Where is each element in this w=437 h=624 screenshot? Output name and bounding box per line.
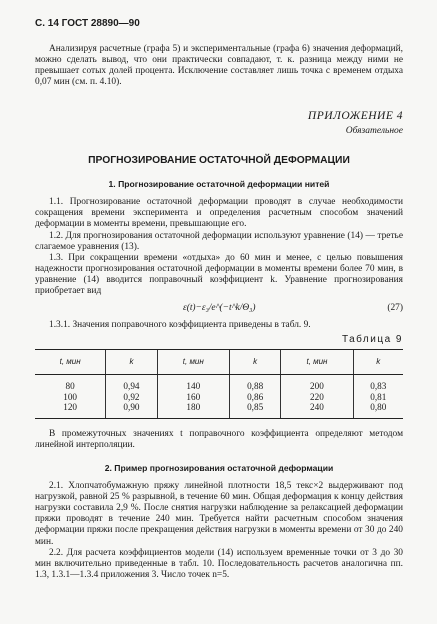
table-cell: 0,94 0,92 0,90 bbox=[106, 375, 157, 419]
table-header: t, мин bbox=[281, 350, 353, 375]
intro-paragraph: Анализируя расчетные (графа 5) и экспериментальные (графа 6) значения деформаций, можно сделать вывод, что они практически совпадают, т. к. разница между ними не превышает сотых долей процента. Исключение составляет лишь точка с временем отдыха 0,07 мин (см. п. 4.10). bbox=[35, 43, 403, 88]
formula: ε(t)−ε₃/e^(−t^k/Θ₃) bbox=[183, 303, 256, 314]
table-header: t, мин bbox=[157, 350, 229, 375]
coefficient-table bbox=[35, 349, 403, 419]
paragraph-1-2: 1.2. Для прогнозирования остаточной деформации используют уравнение (14) — третье слагаемое уравнения (13). bbox=[35, 230, 403, 252]
paragraph-1-1: 1.1. Прогнозирование остаточной деформации проводят в случае необходимости сокращения времени эксперимента и определения расчетным способом значений деформации в моменты времени, превышающие его. bbox=[35, 197, 403, 230]
paragraph-1-3-1: 1.3.1. Значения поправочного коэффициента приведены в табл. 9. bbox=[49, 320, 311, 331]
appendix-status: Обязательное bbox=[345, 125, 403, 136]
section-2-title: 2. Пример прогнозирования остаточной деформации bbox=[104, 462, 334, 473]
table-cell: 0,83 0,81 0,80 bbox=[353, 375, 403, 419]
table-header: k bbox=[229, 350, 280, 375]
table-note: В промежуточных значениях t поправочного коэффициента определяют методом линейной интерполяции. bbox=[35, 428, 403, 450]
table-cell: 200 220 240 bbox=[281, 375, 353, 419]
section-1-title: 1. Прогнозирование остаточной деформации нитей bbox=[108, 179, 330, 190]
table-header: k bbox=[353, 350, 403, 375]
table-cell: 140 160 180 bbox=[157, 375, 229, 419]
page-header: С. 14 ГОСТ 28890—90 bbox=[35, 18, 140, 29]
paragraph-2-2: 2.2. Для расчета коэффициентов модели (14) используем временные точки от 3 до 30 мин включительно приведенные в табл. 10. Последовательность расчетов аналогична пп. 1.3, 1.3.1—1.3.4 приложения 3. Число точек n=5. bbox=[35, 547, 403, 580]
formula-number: (27) bbox=[387, 303, 403, 314]
appendix-label: ПРИЛОЖЕНИЕ 4 bbox=[307, 110, 403, 123]
table-row bbox=[35, 375, 403, 419]
table-header: t, мин bbox=[35, 350, 106, 375]
paragraph-2-1: 2.1. Хлопчатобумажную пряжу линейной плотности 18,5 текс×2 выдерживают под нагрузкой, равной 25 % разрывной, в течение 60 мин. Общая деформация к концу действия нагрузки составила 2,9 %. После снятия нагрузки наблюдение за релаксацией деформации пряжи проводят в течение 240 мин. Требуется найти расчетным способом значения деформации пряжи после прекращения действия нагрузки в моменты времени от 30 до 240 мин. bbox=[35, 481, 403, 547]
table-cell: 0,88 0,86 0,85 bbox=[229, 375, 280, 419]
formula-row bbox=[35, 303, 403, 314]
table-caption: Таблица 9 bbox=[341, 334, 403, 346]
table-cell: 80 100 120 bbox=[35, 375, 106, 419]
table-header: k bbox=[106, 350, 157, 375]
main-title: ПРОГНОЗИРОВАНИЕ ОСТАТОЧНОЙ ДЕФОРМАЦИИ bbox=[88, 154, 350, 166]
paragraph-1-3: 1.3. При сокращении времени «отдыха» до 60 мин и менее, с целью повышения надежности прогнозирования остаточной деформации в моменты времени более 70 мин, в уравнение (14) вводится поправочный коэффициент k. Уравнение прогнозирования приобретает вид bbox=[35, 252, 403, 296]
